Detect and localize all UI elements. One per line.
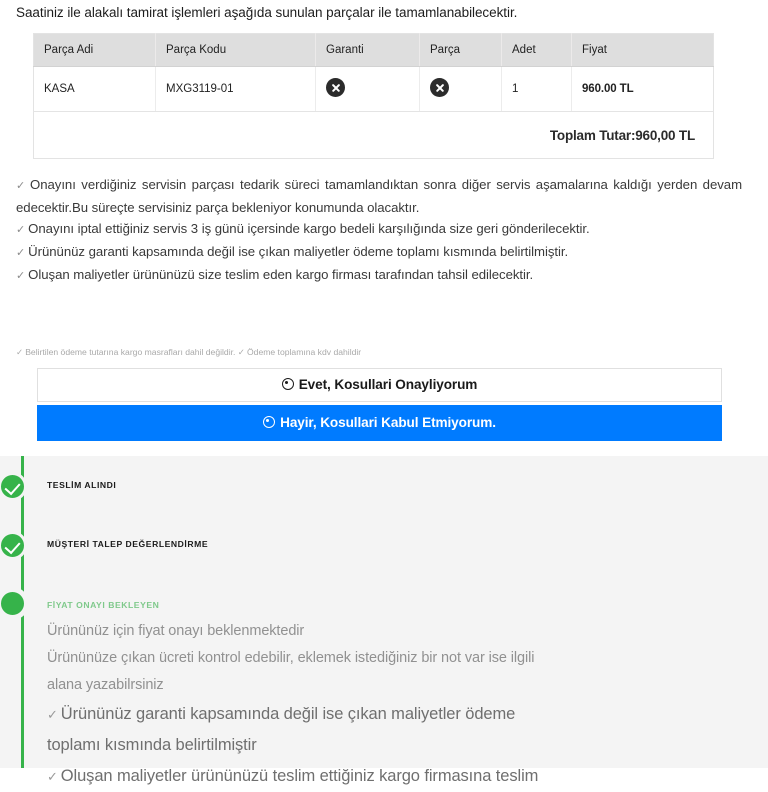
term-item <box>16 218 742 241</box>
circle-x-icon <box>430 78 449 97</box>
fineprint-text-2: Ödeme toplamına kdv dahildir <box>246 347 362 357</box>
approve-yes-button[interactable] <box>37 368 722 402</box>
intro-text: Saatiniz ile alakalı tamirat işlemleri aşağıda sunulan parçalar ile tamamlanabilecektir. <box>16 5 518 20</box>
status-line: alana yazabilrsiniz <box>47 677 164 693</box>
check-icon: ✓ <box>16 247 26 259</box>
term-text: Ürününüz garanti kapsamında değil ise çıkan maliyetler ödeme toplamı kısmında belirtilmiştir. <box>28 244 569 259</box>
parts-table-body <box>34 67 714 159</box>
term-text: Oluşan maliyetler ürününüzü size teslim eden kargo firması tarafından tahsil edilecektir. <box>28 267 534 282</box>
cell-part-name: KASA <box>34 67 156 112</box>
col-header-quantity: Adet <box>502 34 572 67</box>
cell-quantity: 1 <box>502 67 572 112</box>
check-icon: ✓ <box>237 347 245 357</box>
radio-selected-icon <box>282 378 294 390</box>
table-total-row <box>34 112 714 159</box>
parts-table-head <box>34 34 714 67</box>
check-icon: ✓ <box>47 769 58 784</box>
parts-table <box>33 33 714 159</box>
terms-list <box>16 174 742 287</box>
fineprint-text-1: Belirtilen ödeme tutarına kargo masrafları dahil değildir. <box>25 347 236 357</box>
table-row <box>34 67 714 112</box>
col-header-part-name: Parça Adi <box>34 34 156 67</box>
term-text: Onayını verdiğiniz servisin parçası tedarik süreci tamamlandıktan sonra diğer servis aşamalarına kaldığı yerden devam edecektir.Bu süreçte servisiniz parça bekleniyor konumunda olacaktır. <box>16 177 743 215</box>
check-icon: ✓ <box>16 180 27 192</box>
service-status-panel <box>0 456 768 785</box>
check-icon: ✓ <box>16 224 26 236</box>
status-bullet <box>47 761 719 785</box>
circle-x-icon <box>326 78 345 97</box>
term-text: Onayını iptal ettiğiniz servis 3 iş günü içersinde kargo bedeli karşılığında size geri gönderilecektir. <box>28 221 590 236</box>
term-item <box>16 241 742 264</box>
check-icon: ✓ <box>16 347 24 357</box>
approve-yes-label: Evet, Kosullari Onayliyorum <box>298 377 478 392</box>
term-item <box>16 264 742 287</box>
fineprint-note <box>16 347 361 358</box>
table-header-row <box>34 34 714 67</box>
status-bullet-text: Ürününüz garanti kapsamında değil ise çıkan maliyetler ödeme <box>60 705 516 723</box>
approve-no-label: Hayir, Kosullari Kabul Etmiyorum. <box>280 415 496 430</box>
status-bullet-text: Oluşan maliyetler ürününüzü teslim ettiğiniz kargo firmasına teslim <box>60 767 539 785</box>
col-header-warranty: Garanti <box>316 34 420 67</box>
total-amount: Toplam Tutar:960,00 TL <box>549 127 695 143</box>
cell-price: 960.00 TL <box>572 67 714 112</box>
approval-button-group <box>37 368 722 441</box>
status-line: Ürününüz için fiyat onayı beklenmektedir <box>47 623 305 639</box>
col-header-part: Parça <box>420 34 502 67</box>
status-bullet <box>47 699 719 730</box>
term-item <box>16 174 742 218</box>
status-line: Ürününüze çıkan ücreti kontrol edebilir, eklemek istediğiniz bir not var ise ilgili <box>47 650 535 666</box>
cell-part <box>420 67 502 112</box>
timeline-step-label: TESLİM ALINDI <box>47 480 117 490</box>
approve-no-button[interactable] <box>37 405 722 441</box>
status-detail-body <box>47 618 719 785</box>
timeline-step-label: FİYAT ONAYI BEKLEYEN <box>47 600 160 610</box>
cell-warranty <box>316 67 420 112</box>
check-icon: ✓ <box>16 270 26 282</box>
cell-part-code: MXG3119-01 <box>156 67 316 112</box>
col-header-part-code: Parça Kodu <box>156 34 316 67</box>
timeline-step-label: MÜŞTERİ TALEP DEĞERLENDİRME <box>47 539 209 549</box>
radio-selected-icon <box>263 416 275 428</box>
col-header-price: Fiyat <box>572 34 714 67</box>
status-bullet-continuation: toplamı kısmında belirtilmiştir <box>47 736 257 754</box>
check-icon: ✓ <box>47 707 58 722</box>
